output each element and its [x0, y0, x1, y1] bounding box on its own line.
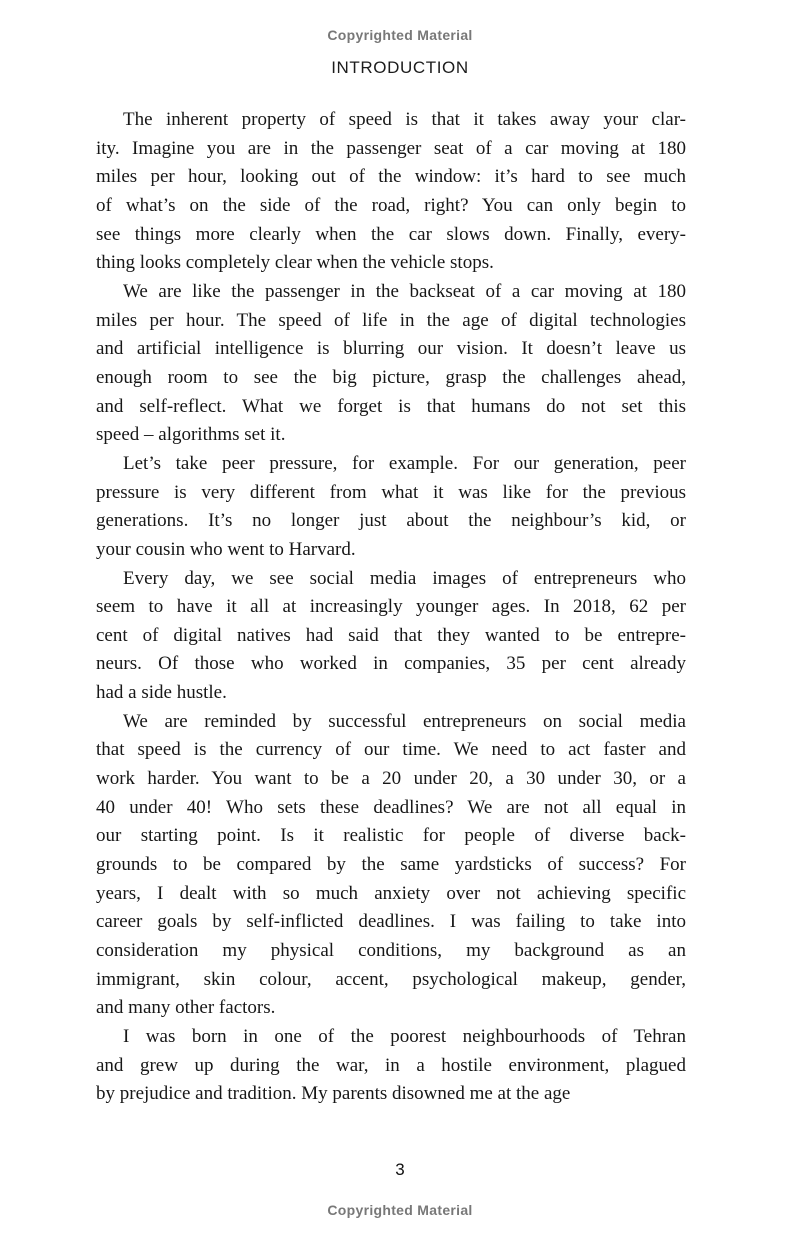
text-line: and artificial intelligence is blurring our vision. It doesn’t leave us: [96, 338, 686, 360]
text-line: grounds to be compared by the same yardsticks of success? For: [96, 854, 686, 876]
text-line: years, I dealt with so much anxiety over not achieving specific: [96, 882, 686, 904]
text-line: miles per hour, looking out of the window: it’s hard to see much: [96, 166, 686, 188]
text-line: immigrant, skin colour, accent, psychological makeup, gender,: [96, 968, 686, 990]
text-line: by prejudice and tradition. My parents disowned me at the age: [96, 1083, 571, 1105]
text-line: I was born in one of the poorest neighbourhoods of Tehran: [123, 1026, 686, 1047]
paragraph: [96, 708, 686, 1023]
text-line: The inherent property of speed is that it takes away your clar-: [123, 109, 686, 130]
body-text: [96, 106, 686, 1109]
paragraph: [96, 278, 686, 450]
paragraph: [96, 450, 686, 565]
text-line: seem to have it all at increasingly younger ages. In 2018, 62 per: [96, 596, 686, 618]
text-line: of what’s on the side of the road, right? You can only begin to: [96, 194, 686, 216]
text-line: ity. Imagine you are in the passenger seat of a car moving at 180: [96, 137, 686, 159]
text-line: 40 under 40! Who sets these deadlines? We are not all equal in: [96, 796, 686, 818]
text-line: neurs. Of those who worked in companies, 35 per cent already: [96, 653, 686, 675]
page-number: 3: [395, 1160, 405, 1179]
text-line: Every day, we see social media images of entrepreneurs who: [123, 567, 686, 589]
paragraph: [96, 106, 686, 278]
text-line: speed – algorithms set it.: [96, 424, 286, 446]
text-line: our starting point. Is it realistic for people of diverse back-: [96, 825, 686, 847]
section-heading: INTRODUCTION: [331, 58, 469, 77]
text-line: career goals by self-inflicted deadlines. I was failing to take into: [96, 911, 686, 933]
text-line: work harder. You want to be a 20 under 20, a 30 under 30, or a: [96, 768, 686, 790]
text-line: and many other factors.: [96, 997, 276, 1019]
paragraph: [96, 1023, 686, 1109]
text-line: and grew up during the war, in a hostile environment, plagued: [96, 1054, 686, 1076]
text-line: consideration my physical conditions, my background as an: [96, 940, 686, 962]
text-line: see things more clearly when the car slows down. Finally, every-: [96, 223, 686, 245]
text-line: had a side hustle.: [96, 682, 227, 704]
text-line: your cousin who went to Harvard.: [96, 538, 356, 560]
text-line: miles per hour. The speed of life in the age of digital technologies: [96, 309, 686, 331]
text-line: generations. It’s no longer just about the neighbour’s kid, or: [96, 510, 686, 532]
text-line: We are like the passenger in the backseat of a car moving at 180: [123, 280, 686, 302]
paragraph: [96, 565, 686, 708]
copyright-notice-top: Copyrighted Material: [327, 27, 473, 43]
text-line: Let’s take peer pressure, for example. For our generation, peer: [123, 452, 686, 474]
copyright-notice-bottom: Copyrighted Material: [327, 1202, 473, 1218]
text-line: cent of digital natives had said that they wanted to be entrepre-: [96, 624, 686, 646]
text-line: pressure is very different from what it was like for the previous: [96, 481, 686, 503]
text-line: and self-reflect. What we forget is that humans do not set this: [96, 395, 686, 417]
text-line: We are reminded by successful entrepreneurs on social media: [123, 710, 686, 732]
text-line: enough room to see the big picture, grasp the challenges ahead,: [96, 366, 686, 388]
text-line: that speed is the currency of our time. We need to act faster and: [96, 739, 686, 761]
text-line: thing looks completely clear when the vehicle stops.: [96, 252, 494, 274]
